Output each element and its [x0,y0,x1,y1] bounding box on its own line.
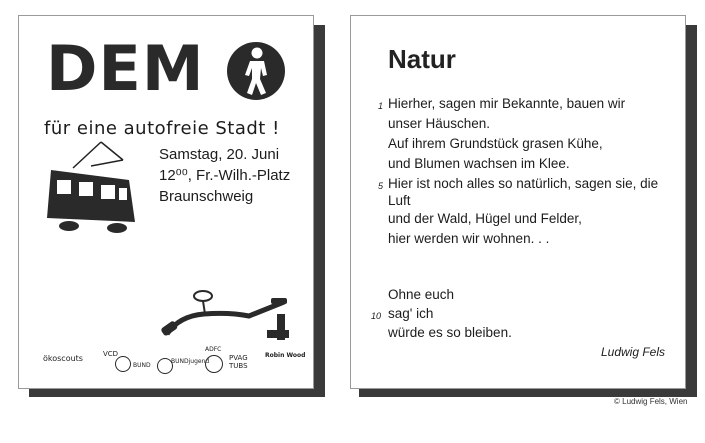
event-date: Samstag, 20. Juni [159,146,280,163]
poem-title: Natur [388,44,456,74]
poem-line: sag' ich [388,306,434,321]
line-number: 5 [377,181,383,191]
poem-line: und der Wald, Hügel und Felder, [388,211,582,226]
sponsor-adfc: ADFC [205,346,222,353]
event-info [159,144,290,207]
copyright-notice: © Ludwig Fels, Wien [614,397,688,406]
poem-line: Hierher, sagen mir Bekannte, bauen wir [388,96,626,111]
poem-card [350,15,686,389]
poem-line: hier werden wir wohnen. . . [388,231,550,246]
line-number: 1 [377,101,383,111]
sponsor-logos [39,346,309,380]
poem-line: unser Häuschen. [388,116,491,131]
demo-poster-card [18,15,314,389]
poem-line: Hier ist noch alles so natürlich, sagen sie, die [388,176,659,191]
pedestrian-icon [226,41,286,101]
bicycle-handlebar-icon [159,286,289,341]
poem-line: Ohne euch [388,287,455,302]
vcd-logo-icon [115,356,131,372]
poem-line: würde es so bleiben. [388,325,512,340]
poem-line: Luft [388,193,411,208]
line-number: 10 [370,311,381,321]
poem-line: und Blumen wachsen im Klee. [388,156,570,171]
sponsor-bund: BUND [133,362,151,369]
adfc-logo-icon [205,355,223,373]
event-time-place: 12⁰⁰, Fr.-Wilh.-Platz [159,167,291,184]
sponsor-pvag: PVAG TUBS [229,354,248,370]
sponsor-robin-wood: Robin Wood [265,352,306,359]
sponsor-vcd: VCD [103,350,119,358]
tram-icon [43,140,143,238]
sponsor-oekoscouts: ökoscouts [43,354,83,363]
poster-title: DEM [46,32,205,105]
poem-line: Auf ihrem Grundstück grasen Kühe, [388,136,603,151]
poem-author: Ludwig Fels [600,345,665,359]
event-city: Braunschweig [159,188,254,205]
sponsor-bundjugend: BUNDjugend [171,358,210,365]
poster-subtitle: für eine autofreie Stadt ! [44,118,280,139]
